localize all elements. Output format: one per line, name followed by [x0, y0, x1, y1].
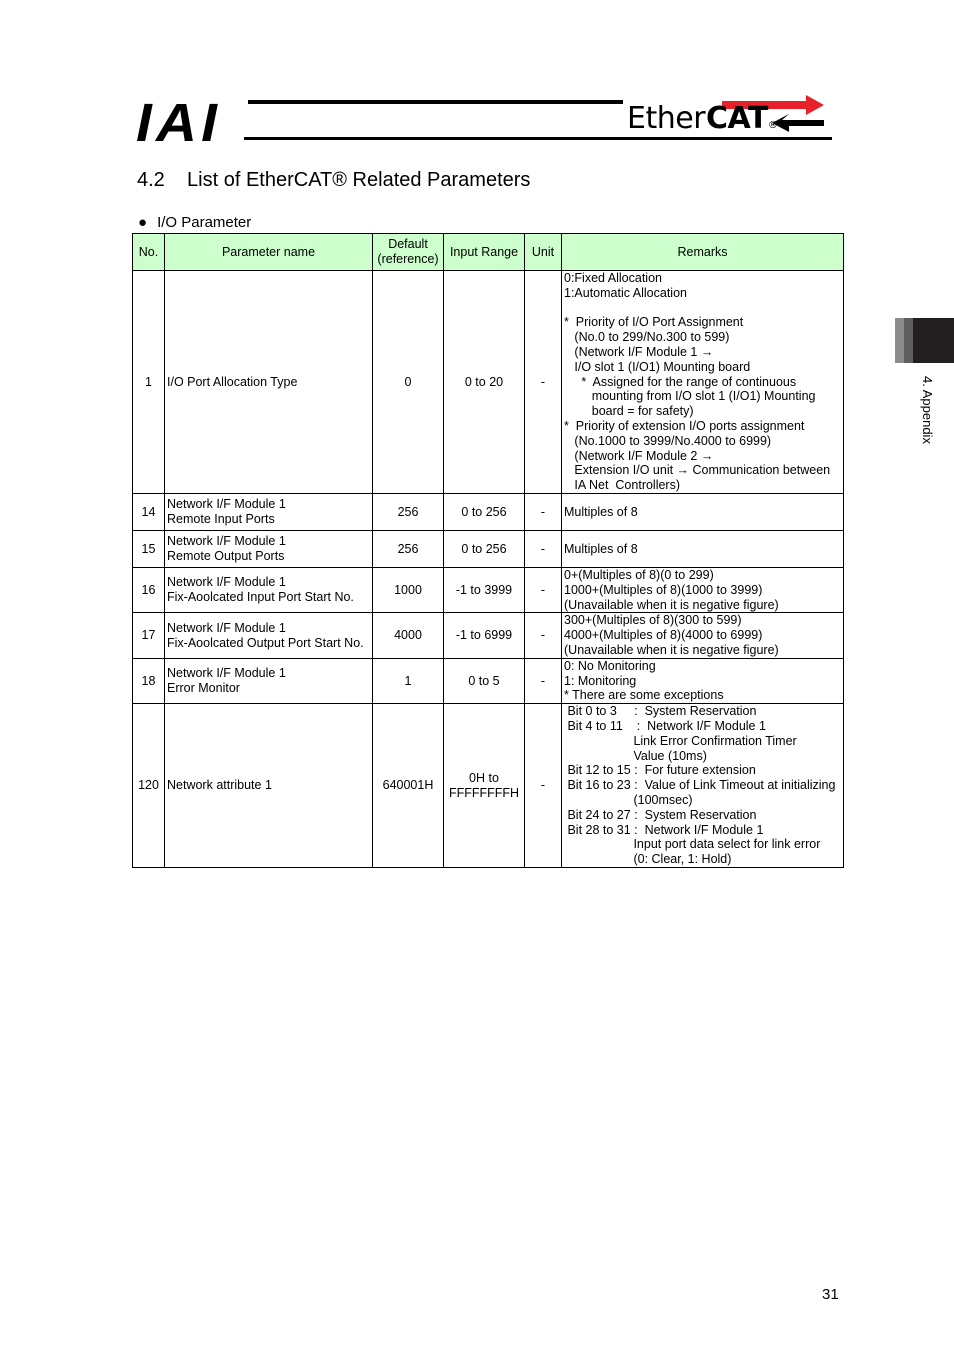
cell-unit: - [525, 271, 562, 494]
cell-parameter-name: Network I/F Module 1 Fix-Aoolcated Input Port Start No. [165, 567, 373, 612]
page-number: 31 [822, 1286, 839, 1303]
bullet-icon: ● [138, 214, 148, 231]
cell-parameter-name: Network I/F Module 1 Fix-Aoolcated Output Port Start No. [165, 613, 373, 658]
cell-input-range: 0 to 256 [444, 530, 525, 567]
cell-default: 1 [373, 658, 444, 703]
cell-default: 1000 [373, 567, 444, 612]
subsection-heading [138, 214, 251, 232]
column-header-parameter-name: Parameter name [165, 234, 373, 271]
cell-parameter-name: Network I/F Module 1 Remote Input Ports [165, 493, 373, 530]
cell-no: 16 [133, 567, 165, 612]
section-title: 4.2 List of EtherCAT® Related Parameters [137, 169, 531, 191]
cell-unit: - [525, 613, 562, 658]
cell-default: 0 [373, 271, 444, 494]
cell-input-range: 0H to FFFFFFFFH [444, 704, 525, 868]
cell-input-range: 0 to 5 [444, 658, 525, 703]
table-row [133, 613, 844, 658]
cell-remarks: 0+(Multiples of 8)(0 to 299) 1000+(Multiples of 8)(1000 to 3999) (Unavailable when it is negative figure) [562, 567, 844, 612]
cell-remarks: 300+(Multiples of 8)(300 to 599) 4000+(Multiples of 8)(4000 to 6999) (Unavailable when it is negative figure) [562, 613, 844, 658]
iai-logo: IAI [136, 93, 222, 153]
cell-unit: - [525, 704, 562, 868]
cell-remarks: Multiples of 8 [562, 493, 844, 530]
column-header-no: No. [133, 234, 165, 271]
cell-unit: - [525, 530, 562, 567]
cell-input-range: 0 to 20 [444, 271, 525, 494]
chapter-tab [895, 318, 954, 363]
ethercat-logo [626, 92, 832, 138]
column-header-remarks: Remarks [562, 234, 844, 271]
cell-default: 4000 [373, 613, 444, 658]
column-header-default: Default (reference) [373, 234, 444, 271]
table-row [133, 530, 844, 567]
cell-no: 120 [133, 704, 165, 868]
ethercat-logo-cat-text: CAT [706, 101, 768, 136]
column-header-input-range: Input Range [444, 234, 525, 271]
registered-mark: ® [767, 120, 778, 131]
ethercat-logo-ether: Ether [627, 101, 706, 136]
cell-no: 18 [133, 658, 165, 703]
cell-input-range: -1 to 6999 [444, 613, 525, 658]
cell-no: 17 [133, 613, 165, 658]
cell-unit: - [525, 567, 562, 612]
table-row [133, 271, 844, 494]
cell-remarks: Multiples of 8 [562, 530, 844, 567]
table-row [133, 658, 844, 703]
cell-unit: - [525, 493, 562, 530]
io-parameter-table [132, 233, 844, 868]
cell-default: 256 [373, 530, 444, 567]
cell-default: 640001H [373, 704, 444, 868]
cell-parameter-name: Network I/F Module 1 Remote Output Ports [165, 530, 373, 567]
cell-no: 1 [133, 271, 165, 494]
page-header [0, 0, 954, 153]
table-row [133, 493, 844, 530]
chapter-tab-label: 4. Appendix [920, 376, 935, 444]
ethercat-logo-cat [706, 101, 778, 141]
table-header-row [133, 234, 844, 271]
table-row [133, 704, 844, 868]
cell-input-range: -1 to 3999 [444, 567, 525, 612]
cell-remarks: Bit 0 to 3 : System Reservation Bit 4 to 11 : Network I/F Module 1 Link Error Confirmation Timer Value (10ms) Bit 12 to 15 : For future extension Bit 16 to 23 : Value of Link Timeout at initializing (100msec) Bit 24 to 27 : System Reservation Bit 28 to 31 : Network I/F Module 1 Input port data select for link error (0: Clear, 1: Hold) [562, 704, 844, 868]
cell-remarks: 0:Fixed Allocation 1:Automatic Allocation * Priority of I/O Port Assignment (No.0 to 299/No.300 to 599) (Network I/F Module 1 → I/O slot 1 (I/O1) Mounting board * Assigned for the range of continuous mounting from I/O slot 1 (I/O1) Mounting board = for safety) * Priority of extension I/O ports assignment (No.1000 to 3999/No.4000 to 6999) (Network I/F Module 2 → Extension I/O unit → Communication between IA Net Controllers) [562, 271, 844, 494]
column-header-unit: Unit [525, 234, 562, 271]
cell-parameter-name: Network I/F Module 1 Error Monitor [165, 658, 373, 703]
cell-remarks: 0: No Monitoring 1: Monitoring * There are some exceptions [562, 658, 844, 703]
cell-no: 15 [133, 530, 165, 567]
header-rule-top [248, 100, 623, 104]
cell-parameter-name: Network attribute 1 [165, 704, 373, 868]
cell-input-range: 0 to 256 [444, 493, 525, 530]
cell-parameter-name: I/O Port Allocation Type [165, 271, 373, 494]
table-row [133, 567, 844, 612]
cell-default: 256 [373, 493, 444, 530]
cell-no: 14 [133, 493, 165, 530]
subsection-title: I/O Parameter [157, 214, 252, 231]
cell-unit: - [525, 658, 562, 703]
